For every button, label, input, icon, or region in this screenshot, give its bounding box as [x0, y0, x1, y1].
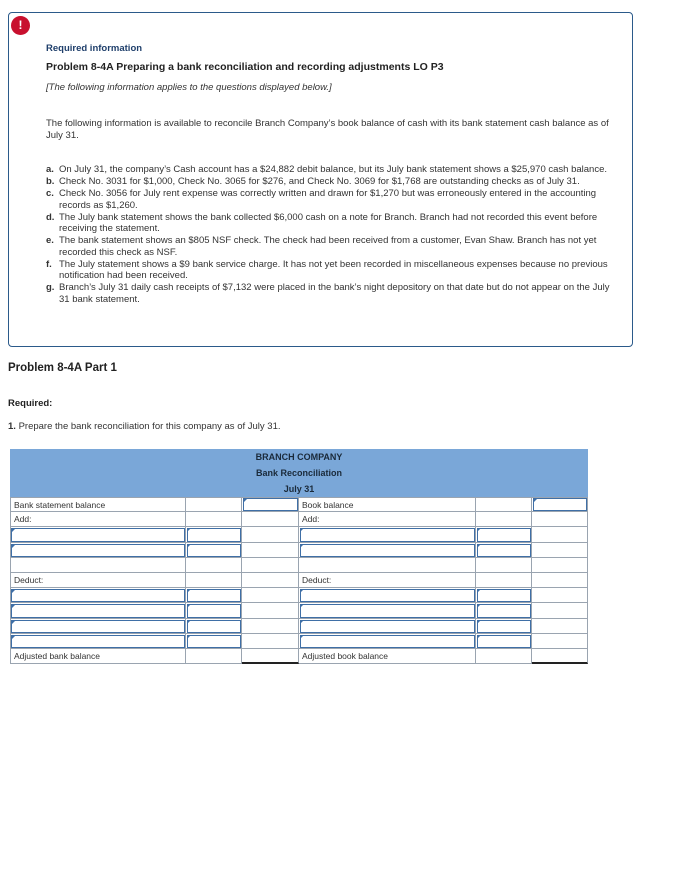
- empty-cell: [532, 588, 588, 603]
- empty-cell: [242, 512, 299, 527]
- empty-cell: [186, 558, 242, 573]
- empty-cell: [186, 649, 242, 664]
- table-row: [10, 619, 588, 634]
- bank-col1-cell: [186, 497, 242, 512]
- book-add-label: Add:: [299, 512, 476, 527]
- bank-deduct-amount-input[interactable]: [186, 619, 242, 634]
- bank-add-label: Add:: [10, 512, 186, 527]
- book-col1-cell: [476, 497, 532, 512]
- empty-cell: [242, 634, 299, 649]
- problem-title: Problem 8-4A Preparing a bank reconciliation and recording adjustments LO P3: [46, 61, 444, 73]
- exclamation-icon: !: [11, 16, 30, 35]
- table-row: [10, 558, 588, 573]
- adjusted-bank-balance-label: Adjusted bank balance: [10, 649, 186, 664]
- empty-cell: [532, 603, 588, 618]
- adjusted-bank-balance-cell: [242, 649, 299, 664]
- list-item: g. Branch’s July 31 daily cash receipts of $7,132 were placed in the bank’s night depository on that date but do not appear on the July 31 bank statement.: [46, 282, 610, 305]
- book-deduct-amount-input[interactable]: [476, 603, 532, 618]
- empty-cell: [532, 573, 588, 588]
- book-add-description-input[interactable]: [299, 527, 476, 542]
- book-add-amount-input[interactable]: [476, 543, 532, 558]
- empty-cell: [532, 512, 588, 527]
- bank-deduct-amount-input[interactable]: [186, 588, 242, 603]
- list-item: d. The July bank statement shows the bank collected $6,000 cash on a note for Branch. Branch had not recorded this event before receiving the statement.: [46, 211, 598, 234]
- bank-reconciliation-worksheet: [10, 449, 588, 667]
- empty-cell: [186, 512, 242, 527]
- statement-date: July 31: [10, 481, 588, 497]
- adjusted-book-balance-cell: [532, 649, 588, 664]
- bank-add-description-input[interactable]: [10, 543, 186, 558]
- book-deduct-label: Deduct:: [299, 573, 476, 588]
- table-row: [10, 573, 588, 588]
- empty-cell: [476, 558, 532, 573]
- table-row: [10, 588, 588, 603]
- empty-cell: [299, 558, 476, 573]
- empty-cell: [476, 512, 532, 527]
- bank-deduct-label: Deduct:: [10, 573, 186, 588]
- book-deduct-description-input[interactable]: [299, 619, 476, 634]
- empty-cell: [476, 649, 532, 664]
- bank-deduct-description-input[interactable]: [10, 603, 186, 618]
- table-row: [10, 543, 588, 558]
- book-subtotal-cell: [532, 558, 588, 573]
- book-deduct-amount-input[interactable]: [476, 588, 532, 603]
- required-label: Required:: [8, 398, 53, 409]
- empty-cell: [186, 573, 242, 588]
- bank-deduct-description-input[interactable]: [10, 634, 186, 649]
- bank-add-description-input[interactable]: [10, 527, 186, 542]
- book-balance-input[interactable]: [532, 497, 588, 512]
- bank-balance-label: Bank statement balance: [10, 497, 186, 512]
- table-row: [10, 603, 588, 618]
- book-deduct-description-input[interactable]: [299, 603, 476, 618]
- empty-cell: [532, 543, 588, 558]
- bank-deduct-amount-input[interactable]: [186, 603, 242, 618]
- empty-cell: [476, 573, 532, 588]
- required-information-panel: [8, 12, 633, 347]
- empty-cell: [242, 527, 299, 542]
- book-add-description-input[interactable]: [299, 543, 476, 558]
- intro-text: The following information is available to reconcile Branch Company’s book balance of cash with its bank statement cash balance as of July 31.: [46, 118, 609, 141]
- bank-subtotal-cell: [242, 558, 299, 573]
- empty-cell: [10, 558, 186, 573]
- company-name: BRANCH COMPANY: [10, 449, 588, 465]
- table-row: [10, 497, 588, 512]
- empty-cell: [242, 588, 299, 603]
- statement-title: Bank Reconciliation: [10, 465, 588, 481]
- list-item: e. The bank statement shows an $805 NSF check. The check had been received from a customer, Evan Shaw. Branch has not yet recorded this check as NSF.: [46, 235, 597, 258]
- reconciliation-grid: [10, 497, 588, 665]
- book-balance-label: Book balance: [299, 497, 476, 512]
- list-item: c. Check No. 3056 for July rent expense was correctly written and drawn for $1,270 but was erroneously entered in the accounting records as $1,260.: [46, 188, 597, 211]
- empty-cell: [242, 543, 299, 558]
- info-subnote: [The following information applies to the questions displayed below.]: [46, 82, 332, 93]
- table-row: [10, 649, 588, 664]
- table-row: [10, 634, 588, 649]
- bank-balance-input[interactable]: [242, 497, 299, 512]
- book-deduct-amount-input[interactable]: [476, 634, 532, 649]
- required-info-label: Required information: [46, 43, 143, 54]
- empty-cell: [532, 619, 588, 634]
- bank-deduct-amount-input[interactable]: [186, 634, 242, 649]
- book-deduct-description-input[interactable]: [299, 588, 476, 603]
- table-row: [10, 512, 588, 527]
- list-item: b. Check No. 3031 for $1,000, Check No. 3065 for $276, and Check No. 3069 for $1,768 are outstanding checks as of July 31.: [46, 176, 580, 187]
- facts-list: [46, 164, 621, 306]
- bank-add-amount-input[interactable]: [186, 543, 242, 558]
- instruction: 1. Prepare the bank reconciliation for this company as of July 31.: [8, 421, 281, 432]
- table-row: [10, 527, 588, 542]
- book-add-amount-input[interactable]: [476, 527, 532, 542]
- empty-cell: [242, 619, 299, 634]
- empty-cell: [242, 603, 299, 618]
- empty-cell: [242, 573, 299, 588]
- book-deduct-amount-input[interactable]: [476, 619, 532, 634]
- bank-deduct-description-input[interactable]: [10, 619, 186, 634]
- part-title: Problem 8-4A Part 1: [8, 362, 117, 374]
- bank-add-amount-input[interactable]: [186, 527, 242, 542]
- adjusted-book-balance-label: Adjusted book balance: [299, 649, 476, 664]
- bank-deduct-description-input[interactable]: [10, 588, 186, 603]
- list-item: a. On July 31, the company’s Cash account has a $24,882 debit balance, but its July bank statement shows a $25,970 cash balance.: [46, 164, 608, 175]
- book-deduct-description-input[interactable]: [299, 634, 476, 649]
- empty-cell: [532, 634, 588, 649]
- list-item: f. The July statement shows a $9 bank service charge. It has not yet been recorded in miscellaneous expenses because no previous notification had been received.: [46, 258, 608, 281]
- empty-cell: [532, 527, 588, 542]
